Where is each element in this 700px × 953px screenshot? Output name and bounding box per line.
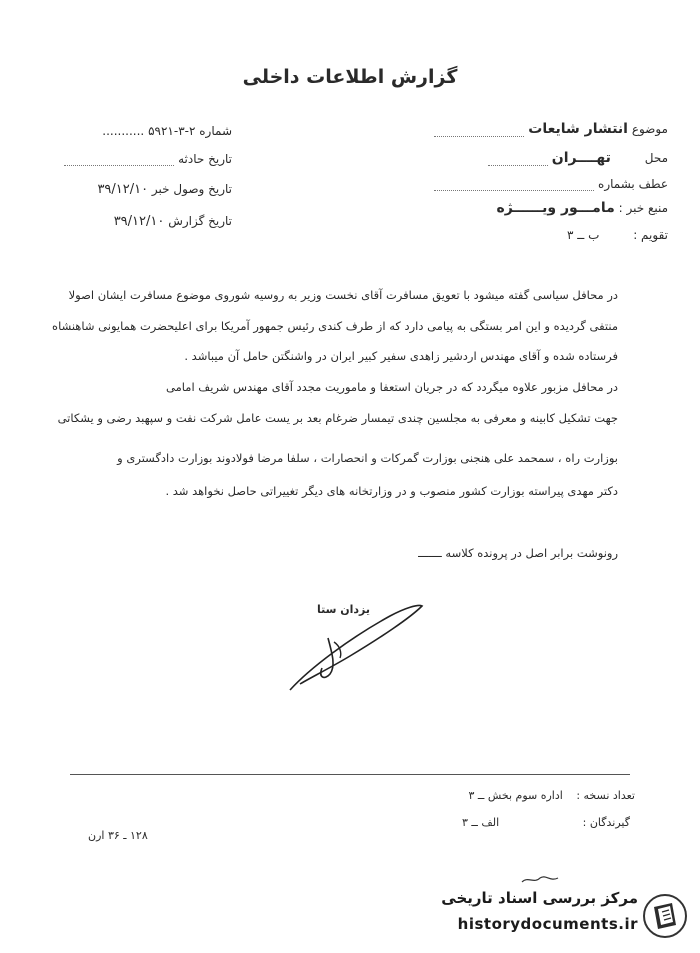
number-row (102, 124, 232, 138)
ref-row (434, 177, 668, 191)
recipients-row (462, 816, 630, 829)
body-line: در محافل سیاسی گفته میشود با تعویق مسافرت آقای نخست وزیر به روسیه شوروی موضوع مسافرت ایشان اصولا (68, 288, 618, 302)
body-line: بوزارت راه ، سمحمد علی هنجنی بوزارت گمرکات و انحصارات ، سلفا مرضا فولادوند بوزارت دادگستری و (117, 451, 618, 465)
number-value: ۲-۳-۵۹۲۱ ........... (102, 124, 196, 138)
signer-name: یزدان ستا (316, 603, 370, 616)
incident-date-blank (64, 165, 174, 166)
subject-label: موضوع (631, 122, 668, 136)
source-label: منبع خبر : (618, 201, 668, 215)
report-date-row (114, 214, 232, 229)
report-title: گزارش اطلاعات داخلی (242, 66, 458, 88)
ref-blank (434, 190, 594, 191)
recipients-value: الف ــ ۳ (462, 816, 500, 829)
subject-value: انتشار شایعات (528, 121, 628, 137)
copies-value: اداره سوم بخش ــ ۳ (468, 789, 563, 802)
body-line: جهت تشکیل کابینه و معرفی به مجلسین چندی تیمسار ضرغام بعد بر یست عامل شرکت نفت و سپهبد رضی و یشکاتی (57, 411, 618, 425)
source-row (496, 200, 668, 216)
copies-label: تعداد نسخه : (576, 789, 635, 802)
receive-date-label: تاریخ وصول خبر (151, 182, 232, 196)
copies-row (468, 789, 635, 802)
rating-label: تقویم : (633, 228, 668, 242)
receive-date-value: ۳۹/۱۲/۱۰ (97, 182, 149, 197)
subject-underline (434, 136, 524, 137)
watermark-name: مرکز بررسی اسناد تاریخی (441, 889, 638, 907)
rating-row (567, 228, 668, 242)
footer-divider (70, 774, 630, 775)
document-center-logo-icon (642, 893, 688, 939)
ref-label: عطف بشماره (598, 177, 668, 191)
watermark-logo (398, 885, 688, 945)
body-line: فرستاده شده و آقای مهندس اردشیر زاهدی سفیر کبیر ایران در واشنگتن حامل آن میباشد . (184, 349, 618, 363)
small-scribble (520, 872, 560, 886)
recipients-label: گیرندگان : (582, 816, 630, 829)
archive-code: ۱۲۸ ـ ۳۶ ارن (88, 829, 148, 842)
certification-note: رونوشت برابر اصل در پرونده کلاسه ـــــــ (418, 546, 618, 560)
body-line: منتفی گردیده و این امر بستگی به پیامی دارد که از طرف کندی رئیس جمهور آمریکا برای اعلیحضرت همایونی شاهنشاه (52, 319, 618, 333)
rating-value: ب ــ ۳ (566, 228, 600, 242)
number-label: شماره (199, 124, 232, 138)
handwritten-signature (270, 598, 430, 698)
place-row (488, 150, 668, 166)
report-date-value: ۳۹/۱۲/۱۰ (113, 214, 165, 229)
source-value: مامـــور ویــــــژه (496, 200, 615, 216)
place-value: تهــــران (551, 150, 611, 166)
body-line: دکتر مهدی پیراسته بوزارت کشور منصوب و در وزارتخانه های دیگر تغییراتی حاصل نخواهد شد . (165, 484, 618, 498)
place-label: محل (644, 151, 668, 165)
subject-row (434, 121, 668, 137)
report-date-label: تاریخ گزارش (168, 214, 232, 228)
watermark-url: historydocuments.ir (457, 915, 638, 933)
body-line: در محافل مزبور علاوه میگردد که در جریان استعفا و ماموریت مجدد آقای مهندس شریف امامی (166, 380, 618, 394)
incident-date-row (64, 152, 232, 166)
receive-date-row (97, 182, 232, 197)
incident-date-label: تاریخ حادثه (178, 152, 232, 166)
place-underline (488, 165, 548, 166)
